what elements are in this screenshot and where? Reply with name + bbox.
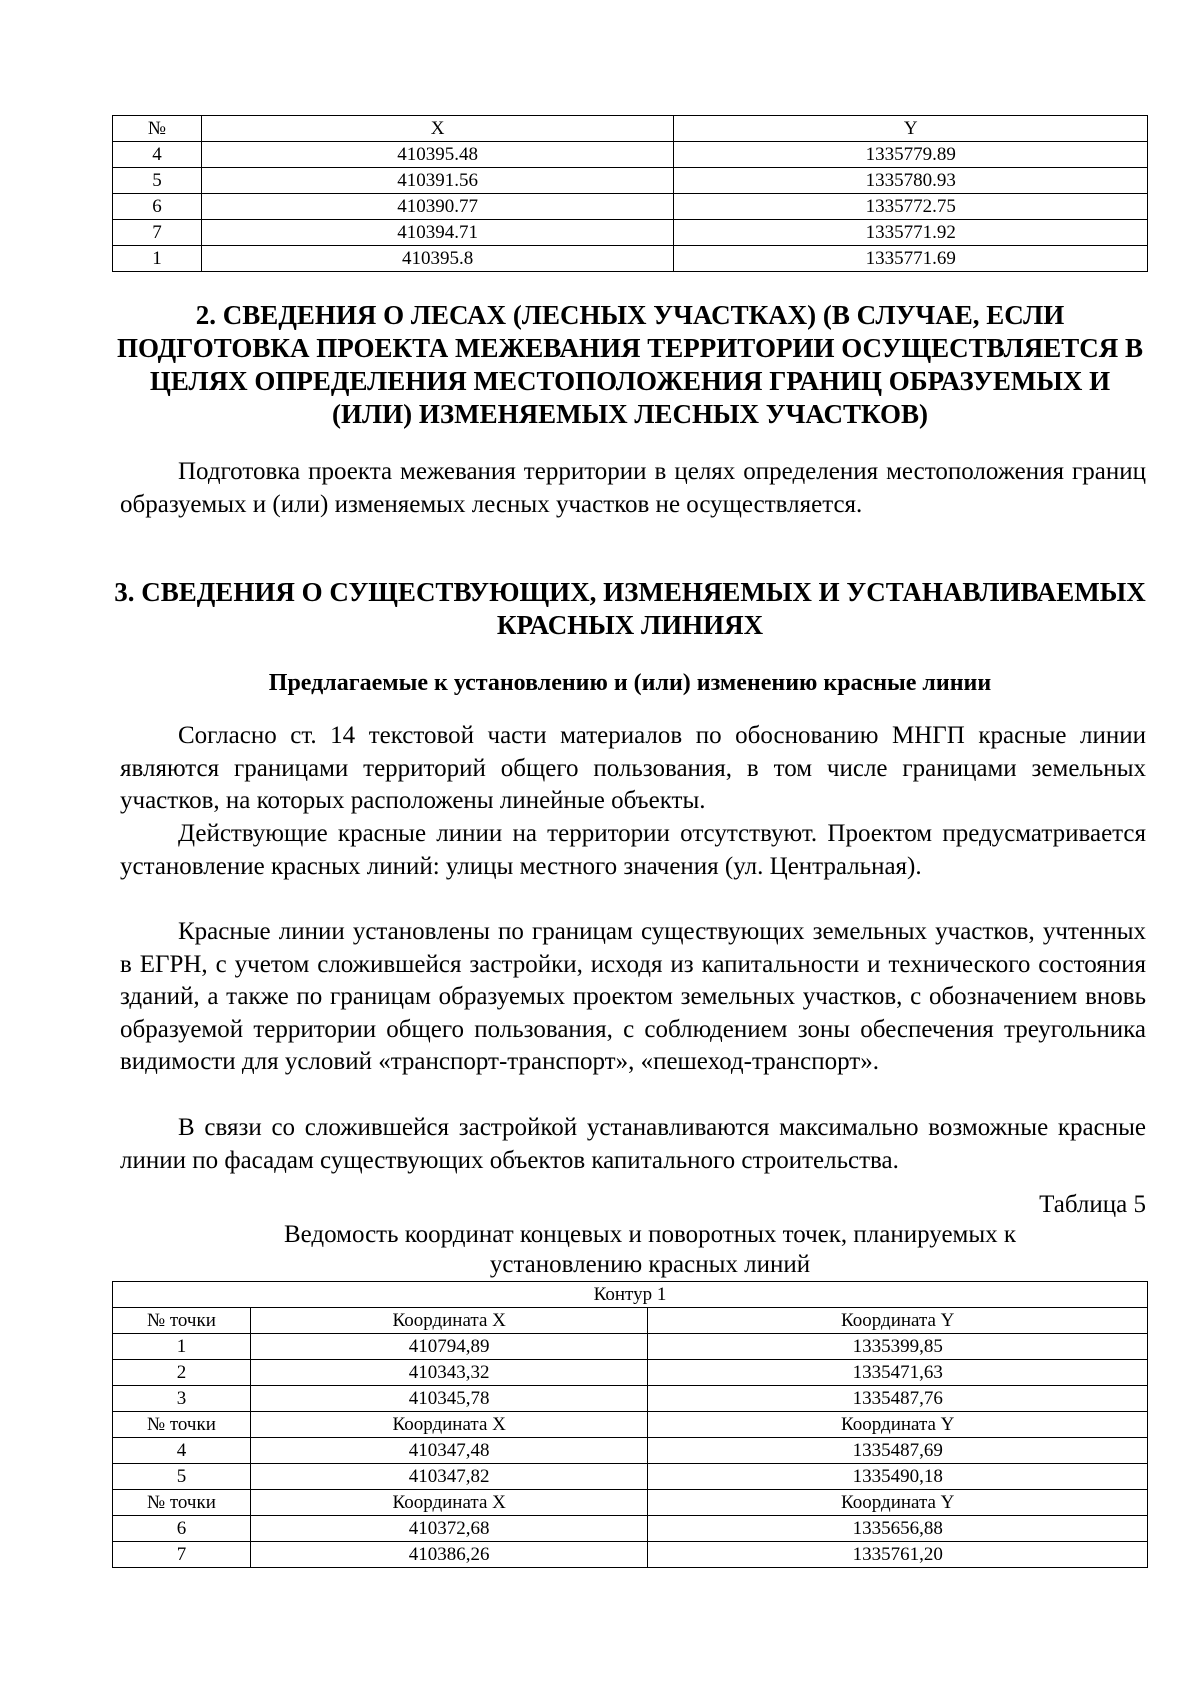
header-cell: Координата X [250,1490,648,1516]
header-cell: № точки [113,1412,251,1438]
table-cell: 5 [113,168,202,194]
table-cell: 410345,78 [250,1386,648,1412]
table-row [113,142,1148,168]
header-cell: Координата Y [648,1308,1148,1334]
table-row [113,1542,1148,1568]
contour-row [113,1282,1148,1308]
table-cell: 1335761,20 [648,1542,1148,1568]
table-cell: 410347,82 [250,1464,648,1490]
table-cell: 410394.71 [201,220,674,246]
section-3-paragraph-4: В связи со сложившейся застройкой устанавливаются максимально возможные красные линии по фасадам существующих объектов капитального строительства. [120,1114,1146,1174]
table-cell: 410794,89 [250,1334,648,1360]
table-row [113,1516,1148,1542]
table-cell: 2 [113,1360,251,1386]
table-cell: 7 [113,220,202,246]
table-cell: 1335771.69 [674,246,1148,272]
table-row [113,1360,1148,1386]
header-cell: № точки [113,1308,251,1334]
section-3-heading: 3. СВЕДЕНИЯ О СУЩЕСТВУЮЩИХ, ИЗМЕНЯЕМЫХ И УСТАНАВЛИВАЕМЫХ КРАСНЫХ ЛИНИЯХ [114,577,1146,640]
section-3-paragraph-2: Действующие красные линии на территории отсутствуют. Проектом предусматривается установление красных линий: улицы местного значения (ул. Центральная). [120,820,1146,880]
table-row [113,168,1148,194]
header-cell: Y [674,116,1148,142]
table-cell: 4 [113,142,202,168]
header-cell: Координата X [250,1308,648,1334]
table-cell: 410395.8 [201,246,674,272]
table-row [113,1464,1148,1490]
table-row [113,1334,1148,1360]
table-cell: 1335399,85 [648,1334,1148,1360]
table-cell: 1335779.89 [674,142,1148,168]
red-lines-coordinates-table [112,1281,1148,1568]
table-row [113,1386,1148,1412]
table-row [113,1438,1148,1464]
table-cell: 1335471,63 [648,1360,1148,1386]
table-cell: 1335487,69 [648,1438,1148,1464]
table-cell: 1335780.93 [674,168,1148,194]
header-cell: Координата Y [648,1490,1148,1516]
table-header-row [113,1412,1148,1438]
table-5-caption: Ведомость координат концевых и поворотных точек, планируемых к установлению красных линий [283,1221,1017,1278]
table-cell: 410372,68 [250,1516,648,1542]
table-cell: 1335772.75 [674,194,1148,220]
table-cell: 3 [113,1386,251,1412]
header-cell: Координата Y [648,1412,1148,1438]
table-cell: 1 [113,1334,251,1360]
header-cell: № точки [113,1490,251,1516]
coordinates-table-top [112,115,1148,272]
header-cell: № [113,116,202,142]
contour-label: Контур 1 [113,1282,1148,1308]
header-cell: Координата X [250,1412,648,1438]
table-row [113,246,1148,272]
table-cell: 1335771.92 [674,220,1148,246]
table-row [113,220,1148,246]
section-2-heading: 2. СВЕДЕНИЯ О ЛЕСАХ (ЛЕСНЫХ УЧАСТКАХ) (В СЛУЧАЕ, ЕСЛИ ПОДГОТОВКА ПРОЕКТА МЕЖЕВАНИЯ ТЕРРИТОРИИ ОСУЩЕСТВЛЯЕТСЯ В ЦЕЛЯХ ОПРЕДЕЛЕНИЯ МЕСТОПОЛОЖЕНИЯ ГРАНИЦ ОБРАЗУЕМЫХ И (ИЛИ) ИЗМЕНЯЕМЫХ ЛЕСНЫХ УЧАСТКОВ) [116,300,1144,429]
section-3-paragraph-3: Красные линии установлены по границам существующих земельных участков, учтенных в ЕГРН, с учетом сложившейся застройки, исходя из капитальности и технического состояния зданий, а также по границам образуемых проектом земельных участков, с обозначением вновь образуемой территории общего пользования, с соблюдением зоны обеспечения треугольника видимости для условий «транспорт-транспорт», «пешеход-транспорт». [120,918,1146,1075]
table-header-row [113,116,1148,142]
table-cell: 1335490,18 [648,1464,1148,1490]
table-cell: 410395.48 [201,142,674,168]
table-cell: 410386,26 [250,1542,648,1568]
table-header-row [113,1490,1148,1516]
section-3-paragraph-1: Согласно ст. 14 текстовой части материалов по обоснованию МНГП красные линии являются границами территорий общего пользования, в том числе границами земельных участков, на которых расположены линейные объекты. [120,722,1146,814]
table-header-row [113,1308,1148,1334]
table-cell: 410347,48 [250,1438,648,1464]
section-2-paragraph: Подготовка проекта межевания территории в целях определения местоположения границ образуемых и (или) изменяемых лесных участков не осуществляется. [120,458,1146,518]
table-cell: 4 [113,1438,251,1464]
header-cell: X [201,116,674,142]
table-cell: 410391.56 [201,168,674,194]
table-cell: 6 [113,1516,251,1542]
section-3-subheading: Предлагаемые к установлению и (или) изменению красные линии [268,670,992,696]
table-cell: 410390.77 [201,194,674,220]
table-cell: 5 [113,1464,251,1490]
table-row [113,194,1148,220]
table-5-number: Таблица 5 [1039,1191,1146,1218]
table-cell: 1335656,88 [648,1516,1148,1542]
table-cell: 410343,32 [250,1360,648,1386]
table-cell: 7 [113,1542,251,1568]
table-cell: 6 [113,194,202,220]
table-cell: 1 [113,246,202,272]
table-cell: 1335487,76 [648,1386,1148,1412]
